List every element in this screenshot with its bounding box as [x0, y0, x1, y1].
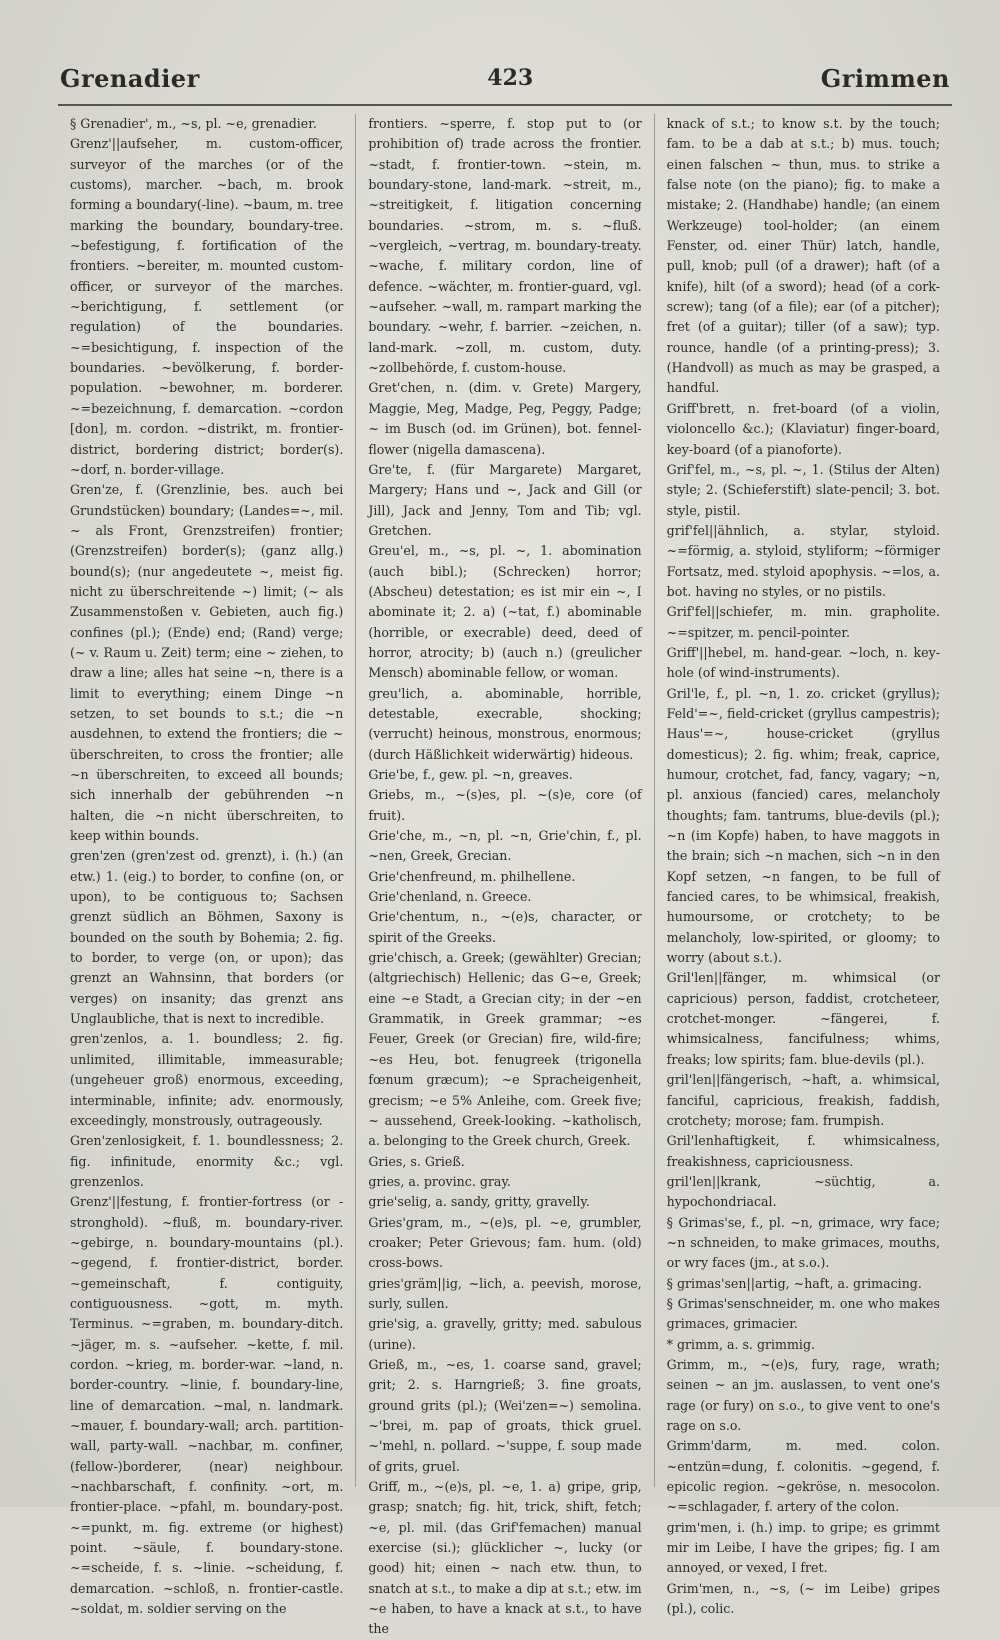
column-1 [58, 114, 355, 1617]
column-3 [654, 114, 952, 1617]
dictionary-entry: Grie'be, f., gew. pl. ~n, greaves. [368, 767, 573, 782]
dictionary-entry: gril'len||fängerisch, ~haft, a. whimsical, fanciful, capricious, freakish, faddish, crotchety; morose; fam. frumpish. [666, 1072, 940, 1128]
dictionary-entry: grie'selig, a. sandy, gritty, gravelly. [368, 1194, 590, 1210]
dictionary-entry: Grie'che, m., ~n, pl. ~n, Grie'chin, f., pl. ~nen, Greek, Grecian. [368, 828, 642, 864]
dictionary-entry: Griff, m., ~(e)s, pl. ~e, 1. a) gripe, grip, grasp; snatch; fig. hit, trick, shift, fetch; ~e, pl. mil. (das Grif'femachen) manual exercise (si.); glücklicher ~, lucky (or good) hit; einen ~ nach etw. thun, to snatch at s.t., to make a dip at s.t.; etw. im ~e haben, to have a knack at s.t., to have the [368, 1479, 642, 1637]
header-rule [58, 104, 952, 106]
dictionary-entry: knack of s.t.; to know s.t. by the touch; fam. to be a dab at s.t.; b) mus. touch; einen falschen ~ thun, mus. to strike a false note (on the piano); fig. to make a mistake; 2. (Handhabe) handle; (an einem Werkzeuge) tool-holder; (an einem Fenster, od. einer Thür) latch, handle, pull, knob; pull (of a drawer); haft (of a knife), hilt (of a sword); head (of a cork-screw); tang (of a file); ear (of a pitcher); fret (of a guitar); tiller (of a saw); typ. rounce, handle (of a printing-press); 3. (Handvoll) as much as may be grasped, a handful. [666, 116, 940, 396]
dictionary-entry: Gries'gram, m., ~(e)s, pl. ~e, grumbler, croaker; Peter Grievous; fam. hum. (old) cross-bows. [368, 1214, 642, 1271]
dictionary-entry: * grimm, a. s. grimmig. [666, 1336, 816, 1352]
dictionary-entry: § grimas'sen||artig, ~haft, a. grimacing. [666, 1275, 922, 1291]
dictionary-entry: grie'sig, a. gravelly, gritty; med. sabulous (urine). [368, 1316, 642, 1352]
text-columns [58, 114, 952, 1637]
dictionary-entry: § Grenadier', m., ~s, pl. ~e, grenadier. [70, 116, 317, 131]
dictionary-entry: Griff'brett, n. fret-board (of a violin, violoncello &c.); (Klaviatur) finger-board, key-board (of a pianoforte). [666, 400, 940, 457]
dictionary-entry: Gril'lenhaftigkeit, f. whimsicalness, freakishness, capriciousness. [666, 1133, 940, 1169]
dictionary-entry: Grimm'darm, m. med. colon. ~entzün=dung, f. colonitis. ~gegend, f. epicolic region. ~gekröse, n. mesocolon. ~=schlagader, f. artery of the colon. [666, 1438, 940, 1515]
dictionary-entry: greu'lich, a. abominable, horrible, detestable, execrable, shocking; (verrucht) heinous, monstrous, enormous; (durch Häßlichkeit widerwärtig) hideous. [368, 685, 642, 762]
dictionary-entry: Grie'chentum, n., ~(e)s, character, or spirit of the Greeks. [368, 909, 642, 945]
page-header [60, 58, 950, 98]
dictionary-entry: gril'len||krank, ~süchtig, a. hypochondriacal. [666, 1173, 940, 1210]
dictionary-entry: grif'fel||ähnlich, a. stylar, styloid. ~=förmig, a. styloid, styliform; ~förmiger Fortsatz, med. styloid apophysis. ~=los, a. bot. having no styles, or no pistils. [666, 522, 940, 599]
dictionary-entry: Grie'chenfreund, m. philhellene. [368, 868, 576, 884]
dictionary-entry: Grim'men, n., ~s, (~ im Leibe) gripes (pl.), colic. [666, 1580, 940, 1617]
dictionary-entry: Grimm, m., ~(e)s, fury, rage, wrath; seinen ~ an jm. auslassen, to vent one's rage (or fury) on s.o., to give vent to one's rage on s.o. [666, 1356, 940, 1433]
dictionary-entry: Grieß, m., ~es, 1. coarse sand, gravel; grit; 2. s. Harngrieß; 3. fine groats, ground grits (pl.); (Wei'zen=~) semolina. ~'brei, m. pap of groats, thick gruel. ~'mehl, n. pollard. ~'suppe, f. soup made of grits, gruel. [368, 1356, 642, 1474]
dictionary-entry: gries'gräm||ig, ~lich, a. peevish, morose, surly, sullen. [368, 1275, 642, 1311]
dictionary-entry: Greu'el, m., ~s, pl. ~, 1. abomination (auch bibl.); (Schrecken) horror; (Abscheu) detestation; es ist mir ein ~, I abominate it; 2. a) (~tat, f.) abominable (horrible, or execrable) deed, deed of horror, atrocity; b) (auch n.) (greulicher Mensch) abominable fellow, or woman. [368, 543, 642, 681]
dictionary-entry: gren'zenlos, a. 1. boundless; 2. fig. unlimited, illimitable, immeasurable; (ungeheuer groß) enormous, exceeding, interminable, infinite; adv. enormously, exceedingly, monstrously, outrageously. [70, 1031, 344, 1128]
dictionary-entry: Gries, s. Grieß. [368, 1153, 465, 1169]
dictionary-entry: Gren'ze, f. (Grenzlinie, bes. auch bei Grundstücken) boundary; (Landes=~, mil. ~ als Front, Grenzstreifen) frontier; (Grenzstreifen) border(s); (ganz allg.) bound(s); (nur angedeutete ~, meist fig. nicht zu überschreitende ~) limit; (~ als Zusammenstoßen v. Gebieten, auch fig.) confines (pl.); (Ende) end; (Rand) verge; (~ v. Raum u. Zeit) term; eine ~ ziehen, to draw a line; alles hat seine ~n, there is a limit to everything; einem Dinge ~n setzen, to set bounds to s.t.; die ~n ausdehnen, to extend the frontiers; die ~ überschreiten, to cross the frontier; alle ~n überschreiten, to exceed all bounds; sich innerhalb der gebührenden ~n halten, die ~n nicht überschreiten, to keep within bounds. [70, 482, 344, 844]
dictionary-entry: Grenz'||aufseher, m. custom-officer, surveyor of the marches (or of the customs), marcher. ~bach, m. brook forming a boundary(-line). ~baum, m. tree marking the boundary, boundary-tree. ~befestigung, f. fortification of the frontiers. ~bereiter, m. mounted custom-officer, or surveyor of the marches. ~berichtigung, f. settlement (or regulation) of the boundaries. ~=besichtigung, f. inspection of the boundaries. ~bevölkerung, f. border-population. ~bewohner, m. borderer. ~=bezeichnung, f. demarcation. ~cordon [don], m. cordon. ~distrikt, m. frontier-district, bordering district; border(s). ~dorf, n. border-village. [70, 136, 344, 477]
dictionary-entry: frontiers. ~sperre, f. stop put to (or prohibition of) trade across the frontier. ~stadt, f. frontier-town. ~stein, m. boundary-stone, land-mark. ~streit, m., ~streitigkeit, f. litigation concerning boundaries. ~strom, m. s. ~fluß. ~vergleich, ~vertrag, m. boundary-treaty. ~wache, f. military cordon, line of defence. ~wächter, m. frontier-guard, vgl. ~aufseher. ~wall, m. rampart marking the boundary. ~wehr, f. barrier. ~zeichen, n. land-mark. ~zoll, m. custom, duty. ~zollbehörde, f. custom-house. [368, 116, 642, 376]
page-number: 423 [487, 65, 534, 91]
dictionary-entry: § Grimas'senschneider, m. one who makes grimaces, grimacier. [666, 1295, 940, 1332]
dictionary-entry: Grif'fel, m., ~s, pl. ~, 1. (Stilus der Alten) style; 2. (Schieferstift) slate-pencil; 3. bot. style, pistil. [666, 461, 940, 518]
column-2 [355, 114, 653, 1637]
dictionary-entry: gries, a. provinc. gray. [368, 1173, 511, 1189]
dictionary-entry: grim'men, i. (h.) imp. to gripe; es grimmt mir im Leibe, I have the gripes; fig. I am annoyed, or vexed, I fret. [666, 1519, 940, 1576]
dictionary-entry: Grenz'||festung, f. frontier-fortress (or -stronghold). ~fluß, m. boundary-river. ~gebirge, n. boundary-mountains (pl.). ~gegend, f. frontier-district, border. ~gemeinschaft, f. contiguity, contiguousness. ~gott, m. myth. Terminus. ~=graben, m. boundary-ditch. ~jäger, m. s. ~aufseher. ~kette, f. mil. cordon. ~krieg, m. border-war. ~land, n. border-country. ~linie, f. boundary-line, line of demarcation. ~mal, n. landmark. ~mauer, f. boundary-wall; arch. partition-wall, party-wall. ~nachbar, m. confiner, (fellow-)borderer, (near) neighbour. ~nachbarschaft, f. confinity. ~ort, m. frontier-place. ~pfahl, m. boundary-post. ~=punkt, m. fig. extreme (or highest) point. ~säule, f. boundary-stone. ~=scheide, f. s. ~linie. ~scheidung, f. demarcation. ~schloß, n. frontier-castle. ~soldat, m. soldier serving on the [70, 1194, 344, 1617]
dictionary-entry: Gret'chen, n. (dim. v. Grete) Margery, Maggie, Meg, Madge, Peg, Peggy, Padge; ~ im Busch (od. im Grünen), bot. fennel-flower (nigella damascena). [368, 380, 642, 457]
dictionary-entry: § Grimas'se, f., pl. ~n, grimace, wry face; ~n schneiden, to make grimaces, mouths, or wry faces (jm., at s.o.). [666, 1214, 940, 1271]
dictionary-entry: Gre'te, f. (für Margarete) Margaret, Margery; Hans und ~, Jack and Gill (or Jill), Jack and Jenny, Tom and Tib; vgl. Gretchen. [368, 461, 642, 538]
dictionary-entry: Griebs, m., ~(s)es, pl. ~(s)e, core (of fruit). [368, 787, 642, 823]
right-running-headword: Grimmen [820, 63, 950, 93]
dictionary-entry: Gren'zenlosigkeit, f. 1. boundlessness; 2. fig. infinitude, enormity &c.; vgl. grenzenlos. [70, 1133, 344, 1189]
dictionary-entry: Gril'le, f., pl. ~n, 1. zo. cricket (gryllus); Feld'=~, field-cricket (gryllus campestris); Haus'=~, house-cricket (gryllus domesticus); 2. fig. whim; freak, caprice, humour, crotchet, fad, fancy, vagary; ~n, pl. anxious (fancied) cares, melancholy thoughts; fam. tantrums, blue-devils (pl.); ~n (im Kopfe) haben, to have maggots in the brain; sich ~n machen, sich ~n in den Kopf setzen, ~n fangen, to be full of fancied cares, to be whimsical, freakish, humoursome, or crotchety; to be melancholy, low-spirited, or gloomy; to worry (about s.t.). [666, 685, 940, 966]
dictionary-entry: Grie'chenland, n. Greece. [368, 889, 532, 905]
dictionary-entry: gren'zen (gren'zest od. grenzt), i. (h.) (an etw.) 1. (eig.) to border, to confine (on, or upon), to be contiguous to; Sachsen grenzt südlich an Böhmen, Saxony is bounded on the south by Bohemia; 2. fig. to border, to verge (on, or upon); das grenzt an Wahnsinn, that borders (or verges) on insanity; das grenzt ans Unglaubliche, that is next to incredible. [70, 848, 344, 1027]
dictionary-entry: grie'chisch, a. Greek; (gewählter) Grecian; (altgriechisch) Hellenic; das G~e, Greek; eine ~e Stadt, a Grecian city; in der ~en Grammatik, in Greek grammar; ~es Feuer, Greek (or Grecian) fire, wild-fire; ~es Heu, bot. fenugreek (trigonella fœnum græcum); ~e Spracheigenheit, grecism; ~e 5% Anleihe, com. Greek five; ~ aussehend, Greek-looking. ~katholisch, a. belonging to the Greek church, Greek. [368, 950, 642, 1149]
dictionary-entry: Griff'||hebel, m. hand-gear. ~loch, n. key-hole (of wind-instruments). [666, 644, 940, 681]
left-running-headword: Grenadier [60, 63, 200, 93]
dictionary-entry: Gril'len||fänger, m. whimsical (or capricious) person, faddist, crotcheteer, crotchet-monger. ~fängerei, f. whimsicalness, fancifulness; whims, freaks; low spirits; fam. blue-devils (pl.). [666, 970, 940, 1067]
dictionary-entry: Grif'fel||schiefer, m. min. grapholite. ~=spitzer, m. pencil-pointer. [666, 604, 940, 640]
